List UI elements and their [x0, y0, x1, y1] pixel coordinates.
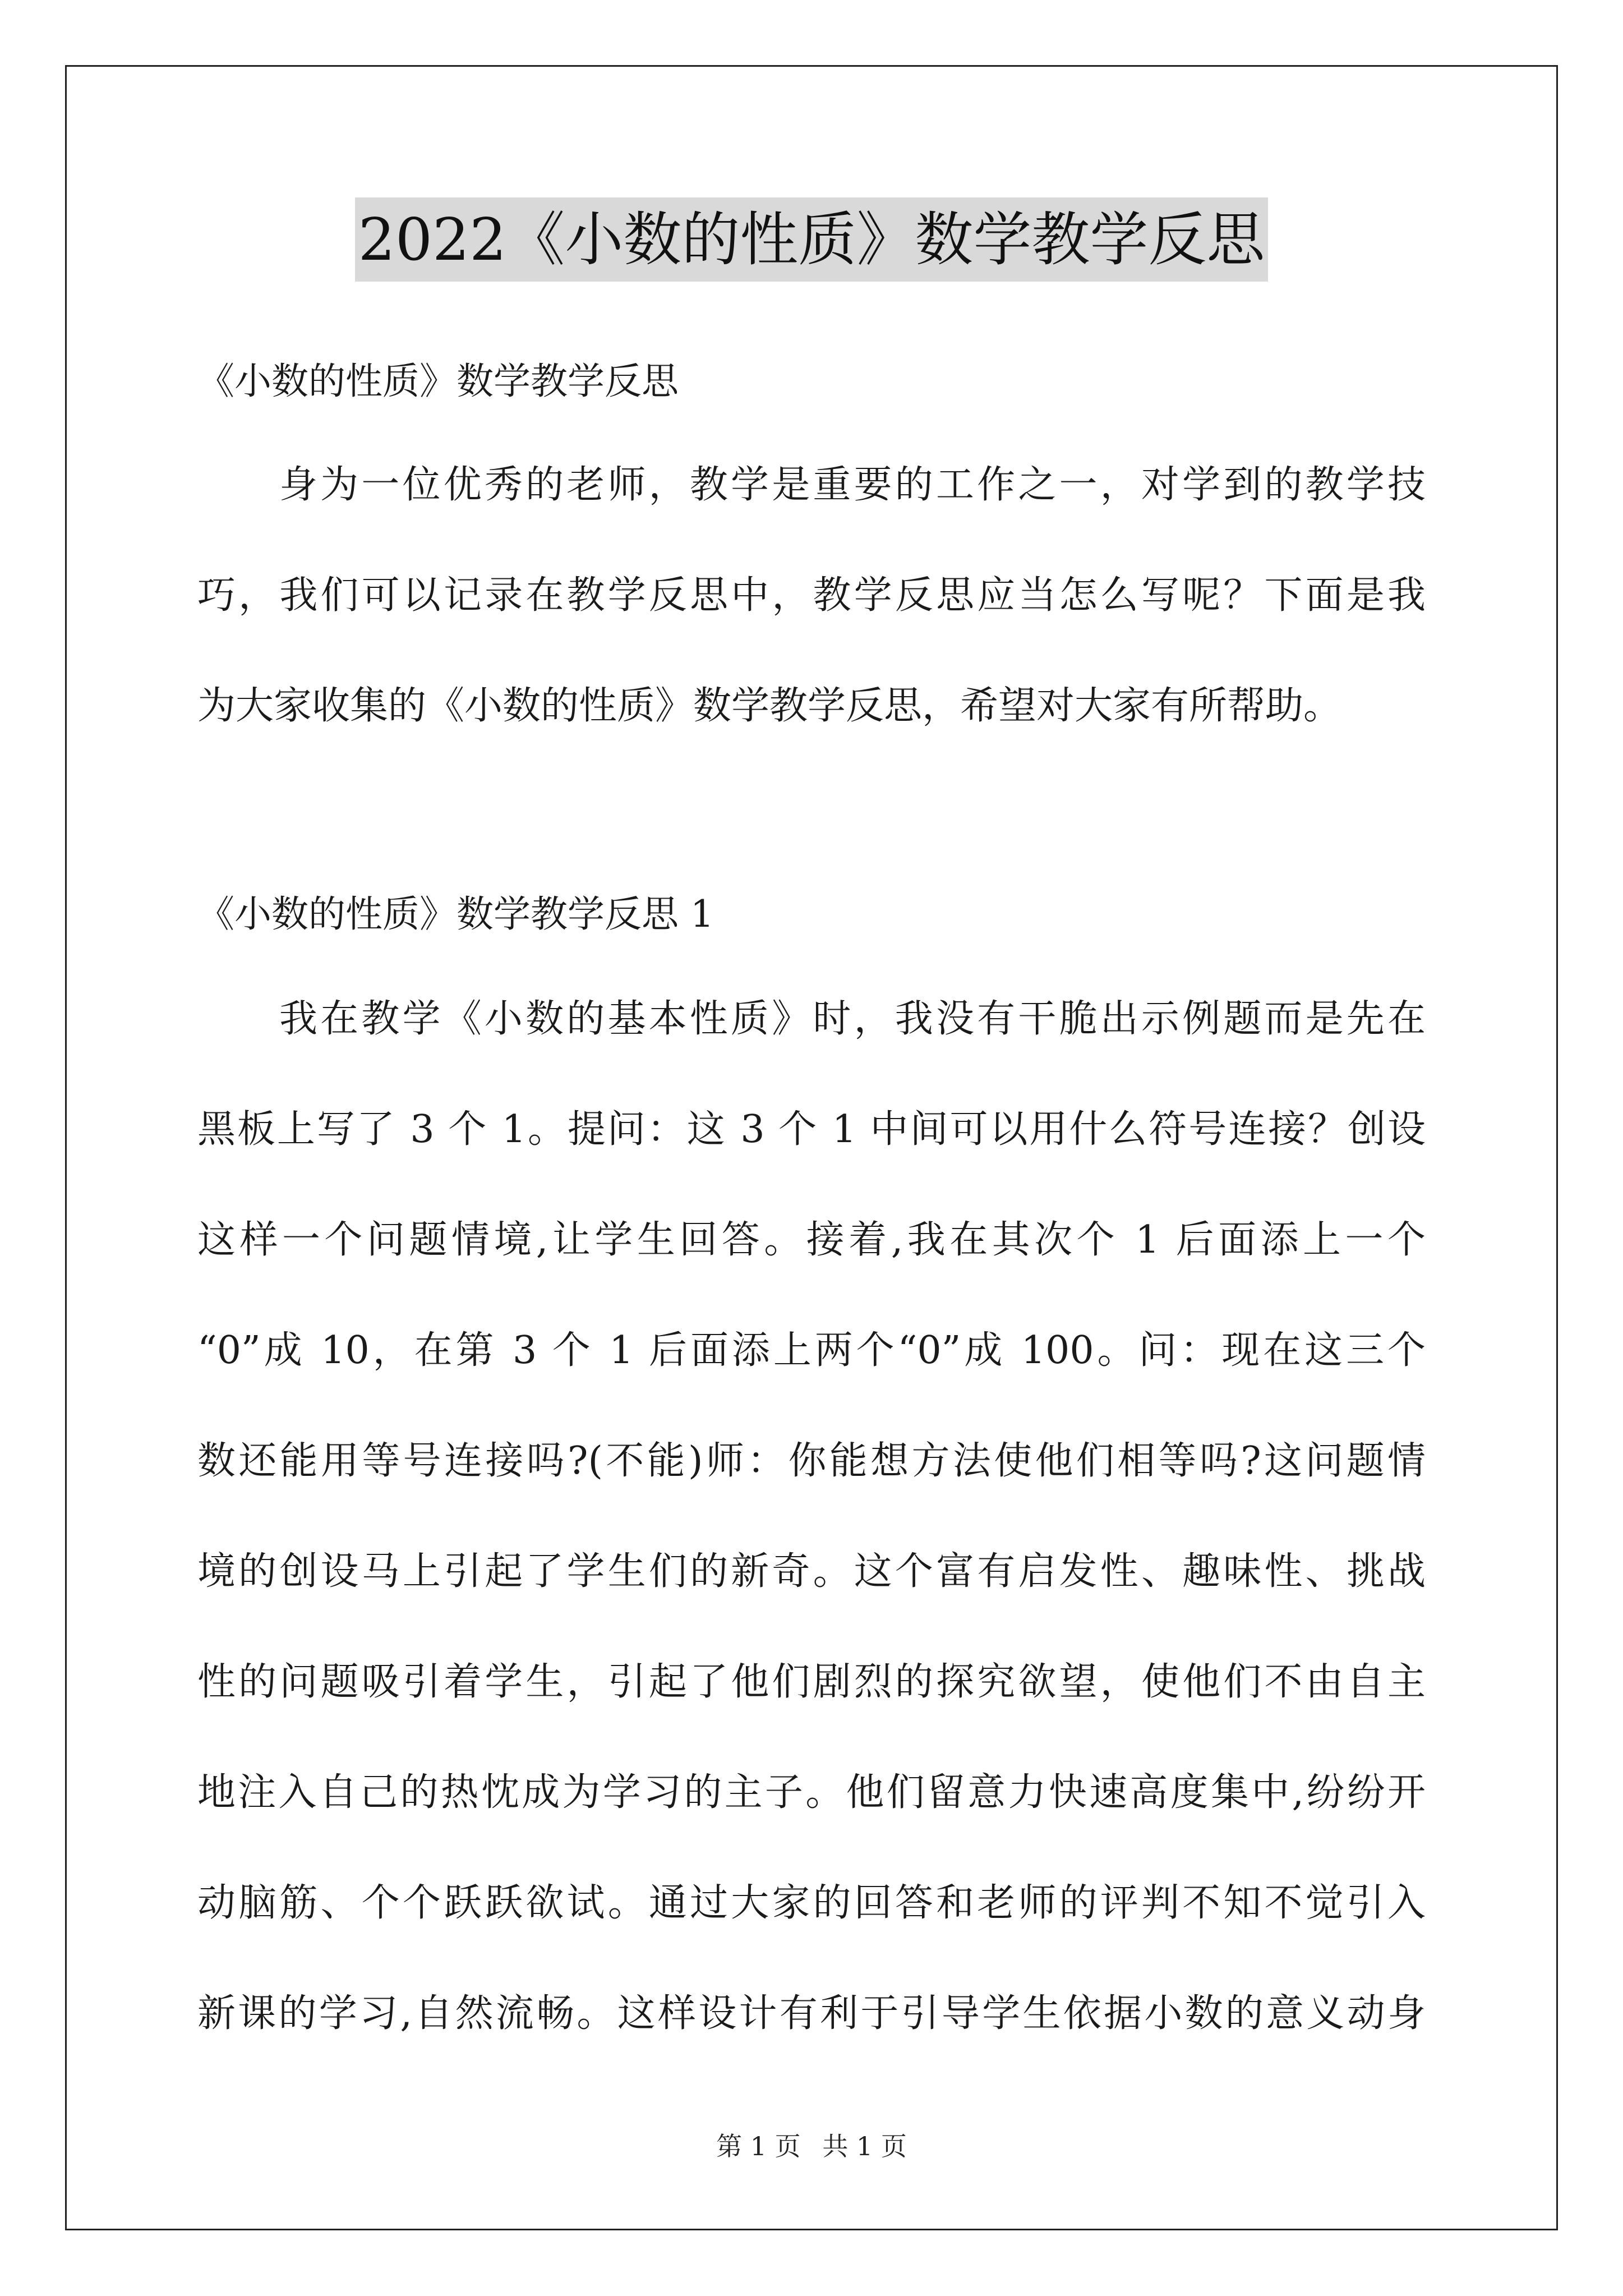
section-line-6: 境的创设马上引起了学生们的新奇。这个富有启发性、趣味性、挑战	[197, 1549, 1426, 1594]
section-line-2: 黑板上写了 3 个 1。提问：这 3 个 1 中间可以用什么符号连接？创设	[197, 1107, 1426, 1152]
page-title: 2022《小数的性质》数学教学反思	[355, 197, 1269, 282]
section-line-4: “0”成 10，在第 3 个 1 后面添上两个“0”成 100。问：现在这三个	[197, 1328, 1426, 1373]
section-paragraph	[197, 991, 1426, 2096]
intro-line-3: 为大家收集的《小数的性质》数学教学反思，希望对大家有所帮助。	[197, 684, 1342, 728]
section-heading-block	[197, 886, 1426, 942]
intro-line-1: 身为一位优秀的老师，教学是重要的工作之一，对学到的教学技	[279, 463, 1426, 507]
section-line-5: 数还能用等号连接吗?(不能)师：你能想方法使他们相等吗?这问题情	[197, 1439, 1426, 1483]
page-total: 共 1 页	[822, 2131, 907, 2161]
intro-line-2: 巧，我们可以记录在教学反思中，教学反思应当怎么写呢？下面是我	[197, 573, 1426, 618]
page-number: 第 1 页	[716, 2131, 801, 2161]
subtitle-block	[197, 353, 1426, 409]
section-line-1: 我在教学《小数的基本性质》时，我没有干脆出示例题而是先在	[279, 997, 1426, 1041]
intro-paragraph	[197, 457, 1426, 789]
section-line-7: 性的问题吸引着学生，引起了他们剧烈的探究欲望，使他们不由自主	[197, 1660, 1426, 1704]
page-footer	[0, 2129, 1623, 2163]
section-line-10: 新课的学习,自然流畅。这样设计有利于引导学生依据小数的意义动身	[197, 1991, 1426, 2036]
section-line-3: 这样一个问题情境,让学生回答。接着,我在其次个 1 后面添上一个	[197, 1218, 1426, 1262]
section-line-8: 地注入自己的热忱成为学习的主子。他们留意力快速高度集中,纷纷开	[197, 1770, 1426, 1815]
section-line-9: 动脑筋、个个跃跃欲试。通过大家的回答和老师的评判不知不觉引入	[197, 1881, 1426, 1925]
subtitle: 《小数的性质》数学教学反思	[197, 360, 679, 403]
title-container	[0, 197, 1623, 282]
section-heading: 《小数的性质》数学教学反思 1	[197, 892, 714, 936]
